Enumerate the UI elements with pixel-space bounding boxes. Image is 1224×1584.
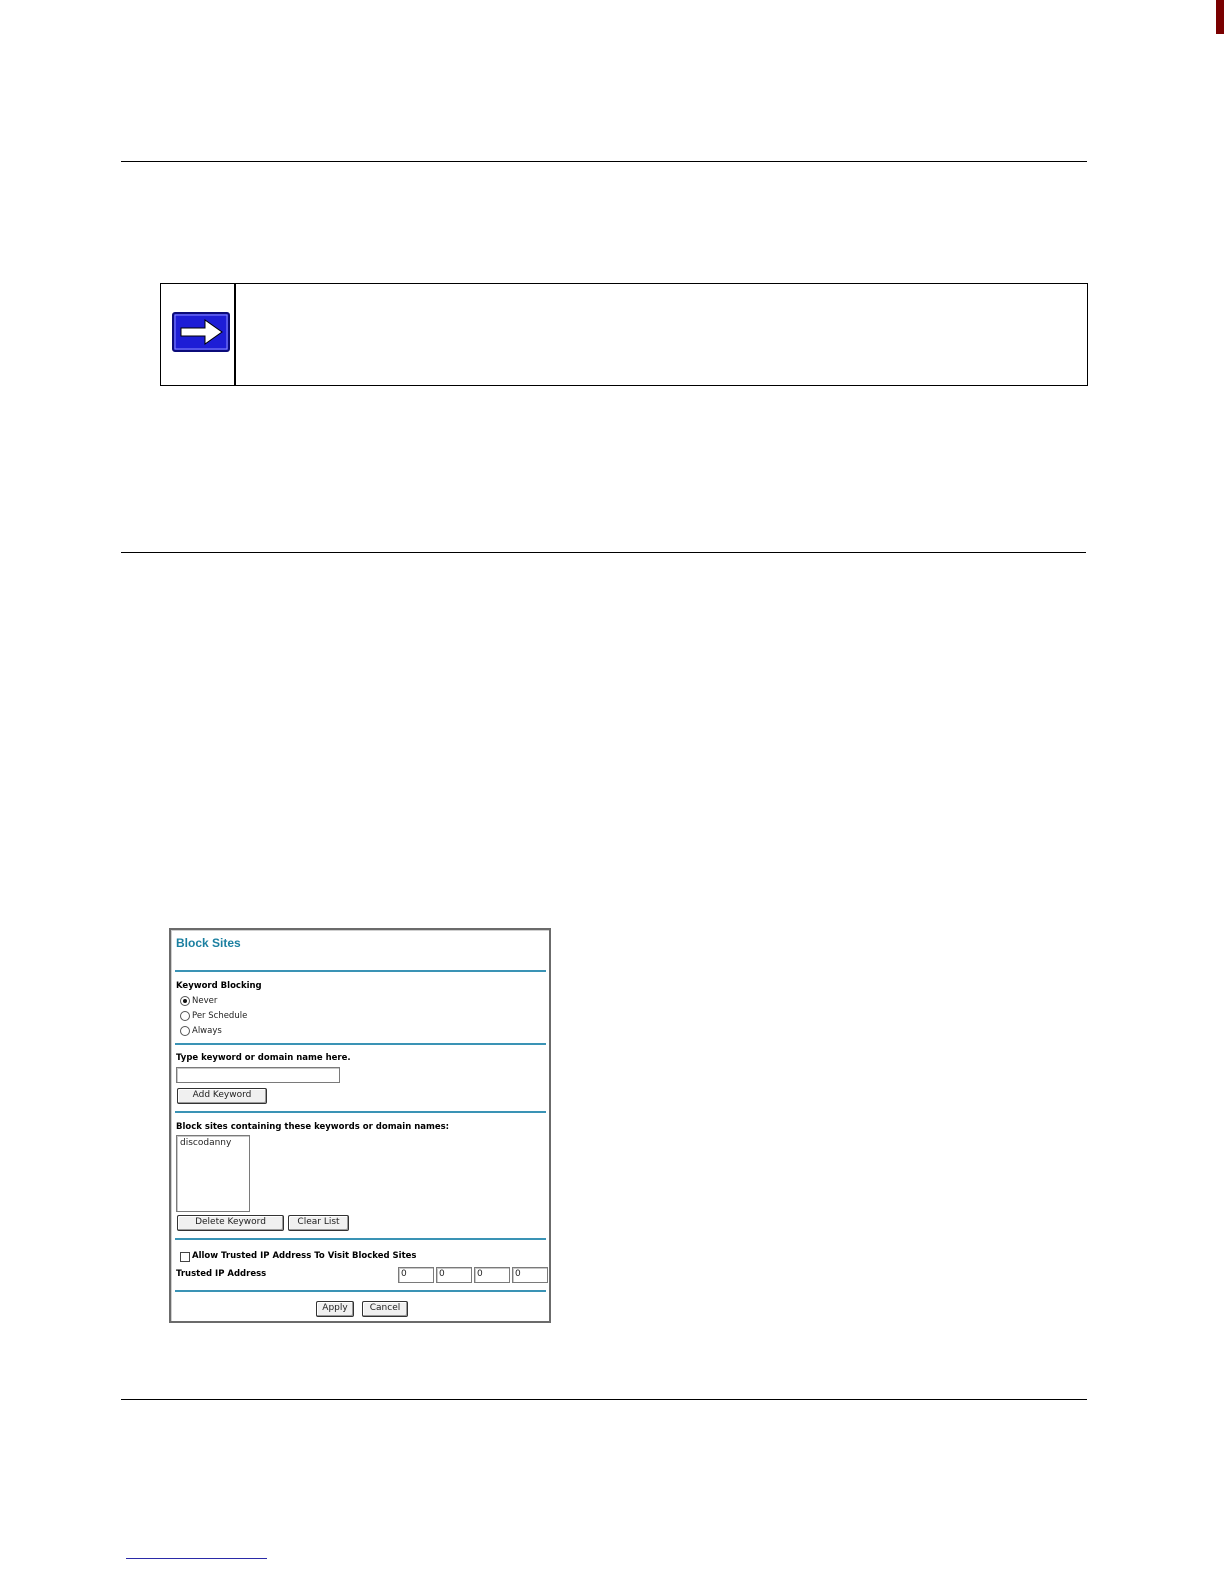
divider	[175, 1043, 546, 1045]
trusted-ip-octet-4[interactable]: 0	[512, 1267, 548, 1283]
radio-never-label: Never	[192, 996, 218, 1006]
add-keyword-button[interactable]: Add Keyword	[177, 1088, 267, 1104]
block-sites-panel	[169, 928, 551, 1323]
note-box	[160, 283, 1088, 386]
radio-never[interactable]	[180, 996, 190, 1006]
header-rule	[121, 161, 1087, 162]
blocked-keywords-list[interactable]	[176, 1135, 250, 1212]
divider	[175, 970, 546, 972]
radio-per-schedule[interactable]	[180, 1011, 190, 1021]
trusted-ip-octet-2[interactable]: 0	[436, 1267, 472, 1283]
apply-button[interactable]: Apply	[316, 1301, 354, 1317]
allow-trusted-ip-checkbox[interactable]	[180, 1252, 190, 1262]
footer-link-underline	[126, 1558, 267, 1559]
divider	[175, 1238, 546, 1240]
trusted-ip-label: Trusted IP Address	[176, 1269, 267, 1279]
keyword-input-label: Type keyword or domain name here.	[176, 1053, 351, 1063]
trusted-ip-octet-3[interactable]: 0	[474, 1267, 510, 1283]
radio-always[interactable]	[180, 1026, 190, 1036]
keyword-input[interactable]	[176, 1067, 340, 1083]
allow-trusted-ip-label: Allow Trusted IP Address To Visit Blocked Sites	[192, 1251, 417, 1261]
delete-keyword-button[interactable]: Delete Keyword	[177, 1215, 284, 1231]
list-item[interactable]: discodanny	[180, 1138, 232, 1148]
right-arrow-note-icon	[172, 312, 230, 352]
panel-title: Block Sites	[176, 936, 241, 950]
keyword-blocking-label: Keyword Blocking	[176, 981, 262, 991]
section-rule	[121, 552, 1086, 553]
cancel-button[interactable]: Cancel	[362, 1301, 408, 1317]
divider	[175, 1290, 546, 1292]
radio-always-label: Always	[192, 1026, 222, 1036]
page-edge-mark	[1216, 0, 1224, 34]
blocked-list-label: Block sites containing these keywords or domain names:	[176, 1122, 450, 1132]
radio-per-schedule-label: Per Schedule	[192, 1011, 248, 1021]
radio-selected-dot	[183, 999, 187, 1003]
footer-rule	[121, 1399, 1087, 1400]
clear-list-button[interactable]: Clear List	[288, 1215, 349, 1231]
note-icon-cell	[161, 284, 236, 385]
trusted-ip-octet-1[interactable]: 0	[398, 1267, 434, 1283]
divider	[175, 1111, 546, 1113]
